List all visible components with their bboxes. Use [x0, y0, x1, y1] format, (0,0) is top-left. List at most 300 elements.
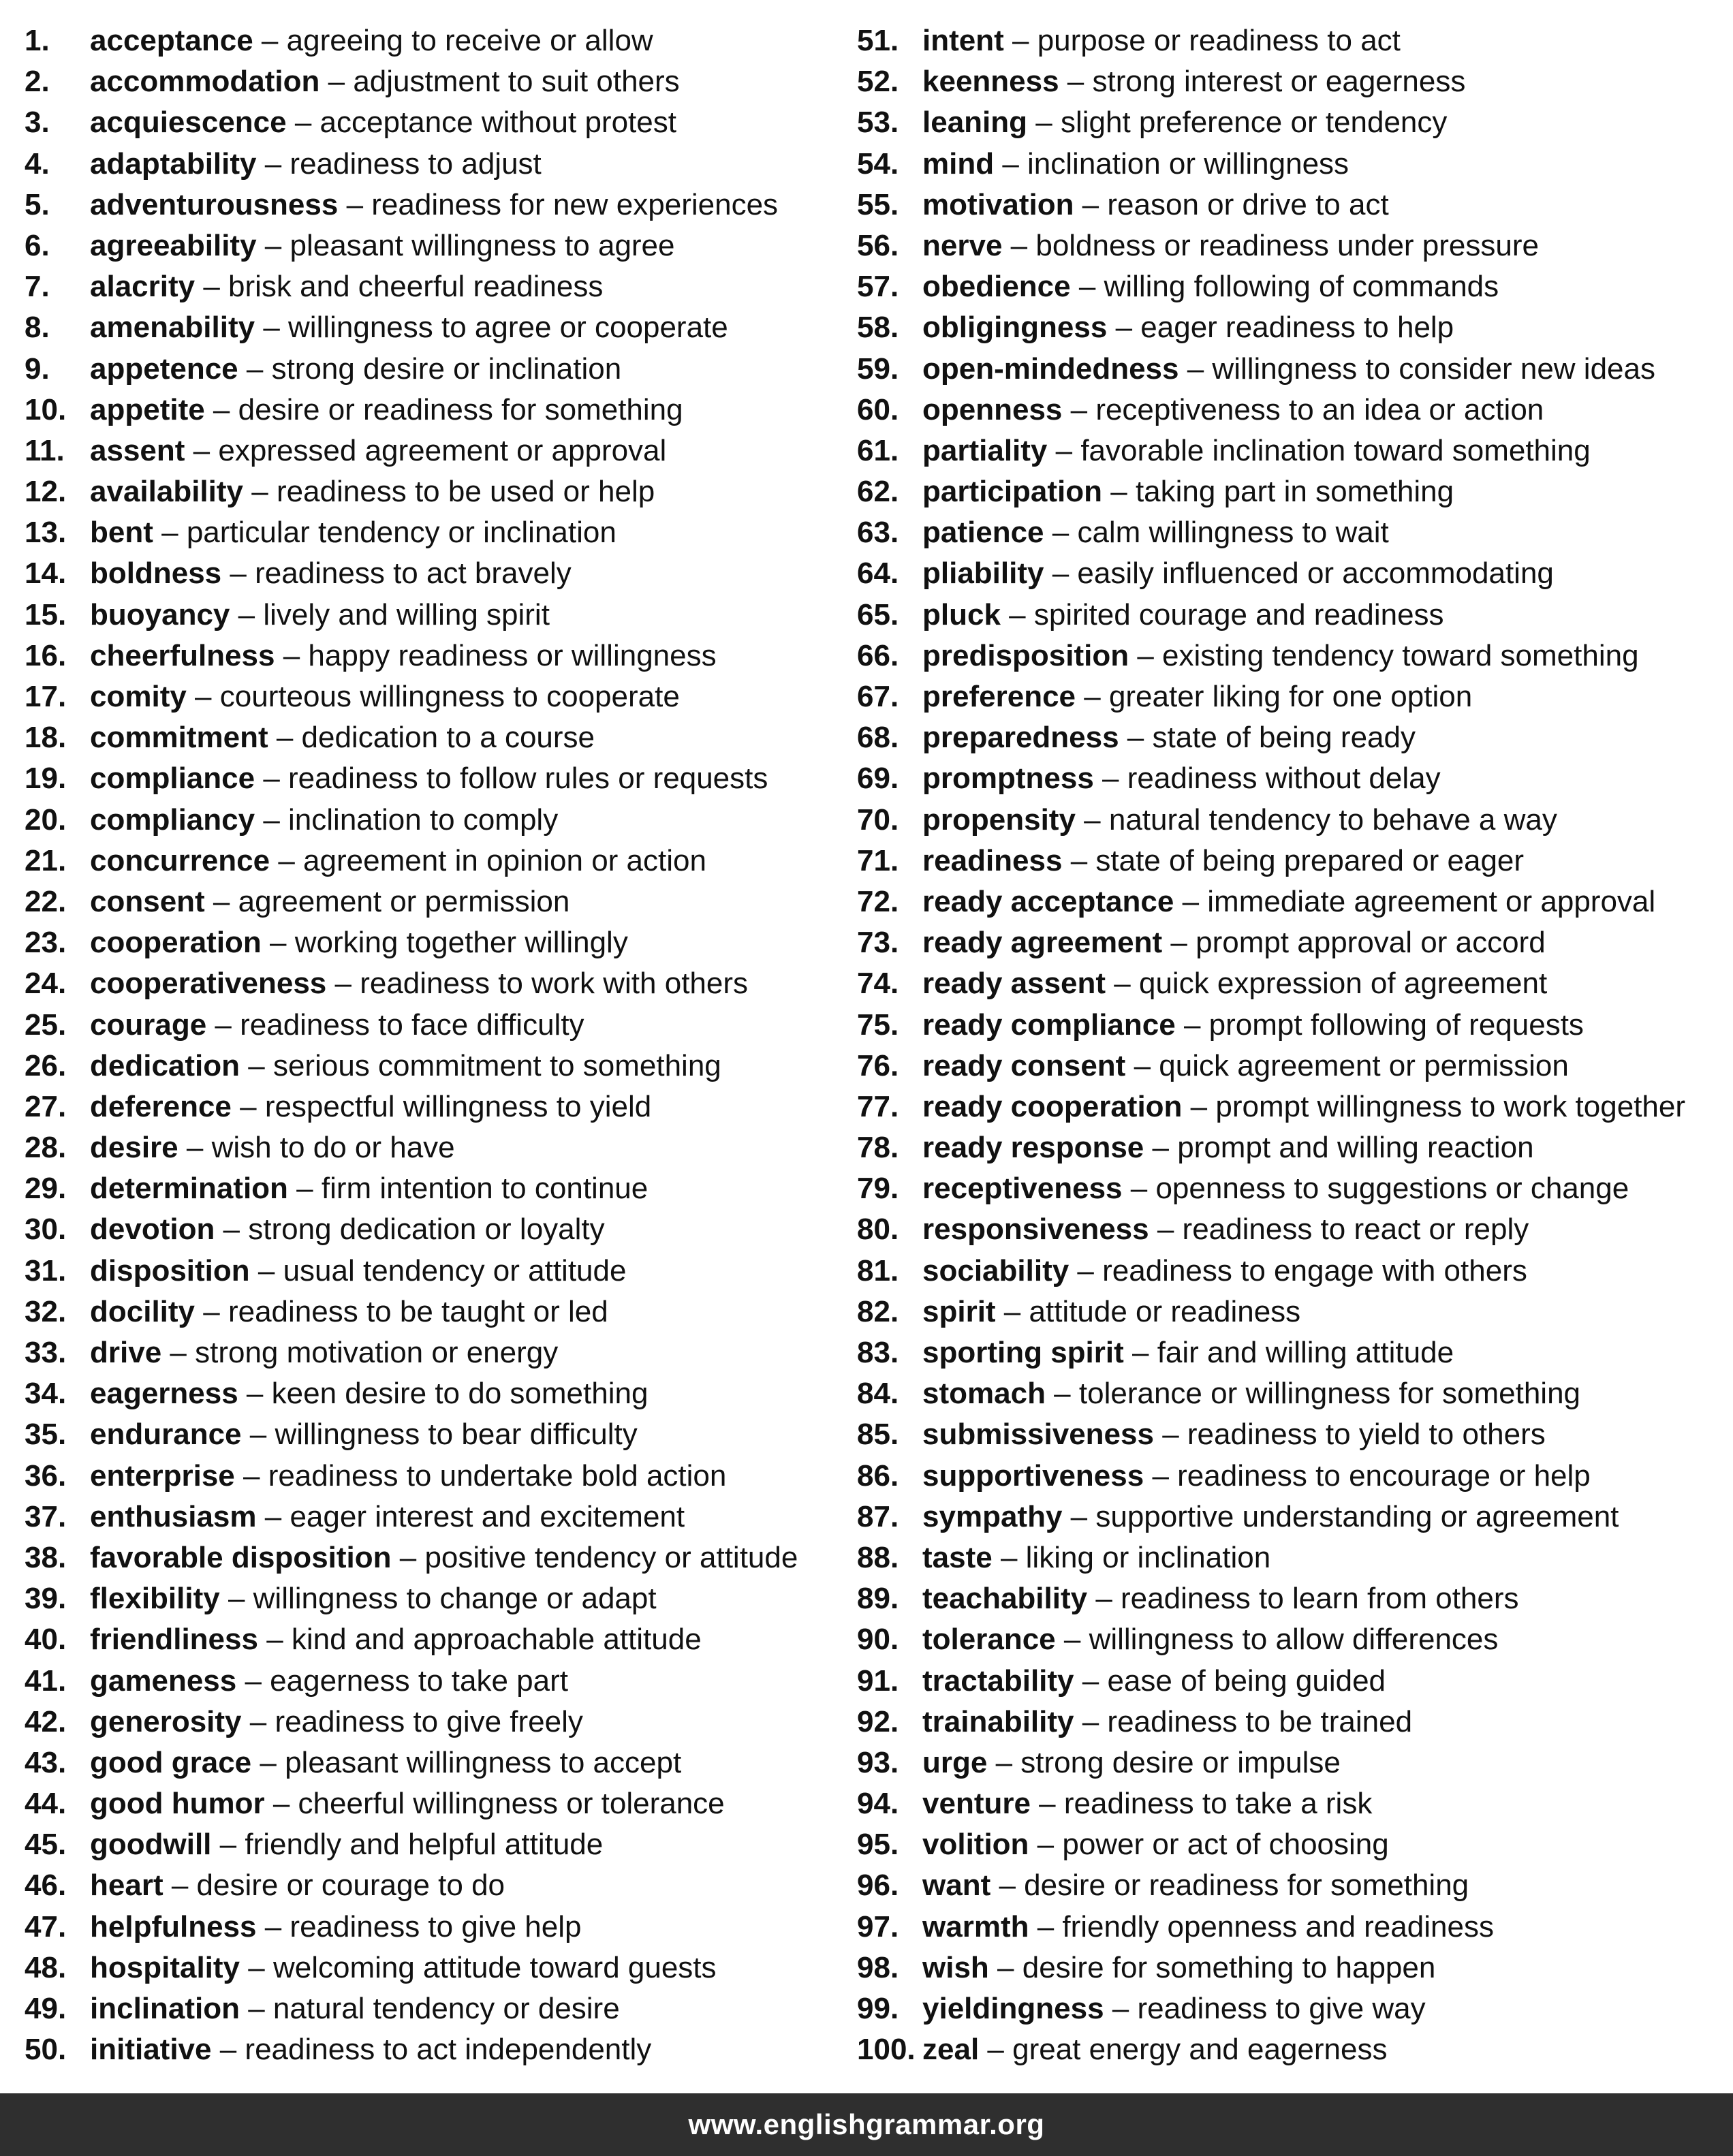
list-item	[857, 758, 1722, 799]
item-number: 1.	[25, 24, 50, 57]
item-term: boldness	[90, 557, 222, 591]
item-term: preparedness	[922, 721, 1119, 755]
list-item	[25, 1702, 856, 1743]
item-definition: purpose or readiness to act	[1037, 24, 1401, 57]
item-term: comity	[90, 680, 187, 713]
list-item	[857, 1292, 1722, 1332]
item-term: agreeability	[90, 228, 257, 262]
item-separator: –	[234, 1458, 268, 1493]
list-item	[857, 1948, 1722, 1988]
item-separator: –	[1062, 392, 1096, 426]
item-separator: –	[1093, 762, 1127, 796]
item-term: urge	[922, 1745, 988, 1779]
item-separator: –	[249, 1253, 283, 1287]
item-separator: –	[1047, 433, 1081, 467]
item-separator: –	[204, 884, 238, 918]
item-term: consent	[90, 884, 205, 918]
item-term: preference	[922, 680, 1076, 713]
item-definition: desire or readiness for something	[238, 392, 683, 426]
item-definition: wish to do or have	[211, 1131, 455, 1165]
item-definition: favorable inclination toward something	[1080, 433, 1591, 467]
item-term: keenness	[922, 65, 1059, 99]
item-term: inclination	[90, 1992, 240, 2025]
item-definition: desire or readiness for something	[1024, 1869, 1469, 1903]
item-definition: willingness to allow differences	[1089, 1623, 1499, 1657]
item-term: compliancy	[90, 802, 255, 837]
item-definition: brisk and cheerful readiness	[228, 270, 604, 304]
item-number: 58.	[857, 311, 899, 345]
item-separator: –	[1087, 1582, 1121, 1616]
word-list-column-right	[857, 20, 1722, 2070]
item-separator: –	[185, 433, 219, 467]
item-number: 95.	[857, 1828, 899, 1862]
list-item	[857, 266, 1722, 307]
list-item	[25, 1251, 856, 1292]
item-separator: –	[163, 1869, 197, 1903]
list-item	[25, 1578, 856, 1619]
item-separator: –	[253, 24, 287, 57]
item-number: 34.	[25, 1377, 67, 1411]
item-separator: –	[1002, 228, 1036, 262]
item-separator: –	[1069, 1253, 1103, 1287]
list-item	[857, 1046, 1722, 1087]
list-item	[25, 1332, 856, 1373]
item-number: 11.	[25, 433, 65, 467]
item-term: tolerance	[922, 1623, 1056, 1657]
item-term: yieldingness	[922, 1992, 1104, 2025]
item-separator: –	[238, 351, 272, 386]
item-number: 26.	[25, 1048, 67, 1082]
list-item	[25, 1988, 856, 2029]
item-term: responsiveness	[922, 1213, 1149, 1247]
item-number: 17.	[25, 680, 67, 713]
item-definition: readiness for new experiences	[371, 187, 779, 221]
item-term: friendliness	[90, 1623, 258, 1657]
list-item	[25, 1087, 856, 1127]
item-term: stomach	[922, 1377, 1046, 1411]
item-separator: –	[240, 1048, 273, 1082]
item-separator: –	[1029, 1909, 1063, 1943]
footer-bar	[0, 2093, 1733, 2156]
item-definition: natural tendency to behave a way	[1108, 802, 1557, 837]
item-term: motivation	[922, 187, 1074, 221]
item-number: 31.	[25, 1253, 67, 1287]
item-term: drive	[90, 1336, 162, 1369]
item-term: intent	[922, 24, 1004, 57]
item-separator: –	[987, 1745, 1021, 1779]
item-definition: respectful willingness to yield	[264, 1089, 652, 1123]
item-number: 55.	[857, 187, 899, 221]
item-term: nerve	[922, 228, 1003, 262]
list-item	[857, 800, 1722, 841]
item-number: 39.	[25, 1582, 67, 1616]
list-item	[25, 512, 856, 553]
item-term: good humor	[90, 1787, 265, 1821]
item-separator: –	[256, 146, 290, 181]
item-definition: usual tendency or attitude	[283, 1253, 627, 1287]
item-separator: –	[240, 1950, 273, 1984]
item-definition: taking part in something	[1135, 475, 1454, 509]
list-item	[25, 102, 856, 143]
item-term: alacrity	[90, 270, 196, 304]
item-term: warmth	[922, 1909, 1029, 1943]
item-definition: prompt and willing reaction	[1177, 1131, 1534, 1165]
item-definition: particular tendency or inclination	[186, 516, 616, 550]
item-number: 92.	[857, 1704, 899, 1738]
item-separator: –	[240, 1992, 273, 2025]
item-number: 60.	[857, 392, 899, 426]
item-number: 62.	[857, 475, 899, 509]
item-definition: agreeing to receive or allow	[286, 24, 653, 57]
item-number: 61.	[857, 433, 899, 467]
item-number: 33.	[25, 1336, 67, 1369]
item-term: determination	[90, 1172, 288, 1206]
item-separator: –	[256, 1499, 290, 1533]
item-separator: –	[1044, 557, 1078, 591]
item-definition: working together willingly	[294, 926, 628, 960]
list-item	[857, 1127, 1722, 1168]
item-definition: natural tendency or desire	[272, 1992, 620, 2025]
list-item	[25, 636, 856, 676]
list-item	[25, 1497, 856, 1537]
item-separator: –	[256, 1909, 290, 1943]
item-number: 86.	[857, 1458, 899, 1493]
item-separator: –	[236, 1663, 270, 1698]
item-definition: readiness to adjust	[290, 146, 542, 181]
item-term: sympathy	[922, 1499, 1063, 1533]
item-definition: eager interest and excitement	[290, 1499, 685, 1533]
item-number: 5.	[25, 187, 50, 221]
item-number: 90.	[857, 1623, 899, 1657]
item-number: 43.	[25, 1745, 67, 1779]
item-definition: ease of being guided	[1107, 1663, 1386, 1698]
item-definition: quick agreement or permission	[1159, 1048, 1569, 1082]
item-definition: greater liking for one option	[1108, 680, 1473, 713]
item-separator: –	[261, 926, 295, 960]
item-separator: –	[1044, 516, 1078, 550]
item-term: compliance	[90, 762, 255, 796]
list-item	[25, 1907, 856, 1948]
list-item	[857, 1168, 1722, 1209]
list-item	[25, 1373, 856, 1414]
item-number: 66.	[857, 638, 899, 672]
item-definition: desire for something to happen	[1022, 1950, 1436, 1984]
item-term: docility	[90, 1294, 196, 1328]
item-separator: –	[264, 1787, 298, 1821]
item-definition: strong dedication or loyalty	[248, 1213, 605, 1247]
item-definition: willingness to change or adapt	[253, 1582, 657, 1616]
item-number: 41.	[25, 1663, 67, 1698]
item-term: receptiveness	[922, 1172, 1123, 1206]
item-definition: immediate agreement or approval	[1207, 884, 1656, 918]
list-item	[857, 1456, 1722, 1497]
item-definition: inclination or willingness	[1027, 146, 1349, 181]
item-term: open-mindedness	[922, 351, 1179, 386]
item-definition: friendly openness and readiness	[1062, 1909, 1494, 1943]
item-separator: –	[326, 967, 360, 1001]
item-separator: –	[391, 1540, 425, 1574]
item-definition: expressed agreement or approval	[218, 433, 667, 467]
item-separator: –	[995, 1294, 1029, 1328]
item-definition: fair and willing attitude	[1157, 1336, 1454, 1369]
item-number: 23.	[25, 926, 67, 960]
item-separator: –	[1102, 475, 1136, 509]
item-separator: –	[195, 270, 229, 304]
item-definition: readiness to engage with others	[1102, 1253, 1527, 1287]
item-separator: –	[319, 65, 354, 99]
item-term: dedication	[90, 1048, 240, 1082]
item-definition: readiness to take a risk	[1063, 1787, 1373, 1821]
item-number: 37.	[25, 1499, 67, 1533]
list-item	[857, 881, 1722, 922]
item-separator: –	[286, 106, 320, 140]
item-number: 3.	[25, 106, 50, 140]
item-separator: –	[270, 843, 304, 877]
item-number: 96.	[857, 1869, 899, 1903]
item-separator: –	[1074, 1663, 1108, 1698]
list-item	[857, 1005, 1722, 1046]
item-separator: –	[255, 802, 289, 837]
item-term: predisposition	[922, 638, 1129, 672]
item-term: mind	[922, 146, 995, 181]
item-term: cheerfulness	[90, 638, 275, 672]
list-item	[857, 2029, 1722, 2070]
item-term: eagerness	[90, 1377, 238, 1411]
item-number: 69.	[857, 762, 899, 796]
list-item	[25, 61, 856, 102]
item-number: 94.	[857, 1787, 899, 1821]
item-definition: eager readiness to help	[1140, 311, 1454, 345]
item-number: 59.	[857, 351, 899, 386]
list-item	[857, 1087, 1722, 1127]
item-number: 54.	[857, 146, 899, 181]
item-number: 24.	[25, 967, 67, 1001]
item-term: hospitality	[90, 1950, 240, 1984]
item-definition: inclination to comply	[288, 802, 559, 837]
item-term: spirit	[922, 1294, 996, 1328]
item-separator: –	[186, 680, 220, 713]
item-separator: –	[1182, 1089, 1216, 1123]
item-term: readiness	[922, 843, 1063, 877]
list-item	[857, 1578, 1722, 1619]
list-item	[857, 144, 1722, 185]
list-item	[25, 1743, 856, 1783]
item-number: 28.	[25, 1131, 67, 1165]
item-separator: –	[1074, 187, 1108, 221]
list-item	[25, 225, 856, 266]
item-term: bent	[90, 516, 153, 550]
item-definition: quick expression of agreement	[1138, 967, 1548, 1001]
list-item	[857, 225, 1722, 266]
item-term: openness	[922, 392, 1063, 426]
list-item	[857, 1824, 1722, 1865]
item-number: 25.	[25, 1007, 67, 1042]
item-definition: supportive understanding or agreement	[1095, 1499, 1619, 1533]
item-term: courage	[90, 1007, 207, 1042]
item-number: 27.	[25, 1089, 67, 1123]
item-term: ready cooperation	[922, 1089, 1183, 1123]
list-item	[25, 553, 856, 594]
item-definition: agreement or permission	[238, 884, 570, 918]
item-term: partiality	[922, 433, 1048, 467]
item-number: 35.	[25, 1418, 67, 1452]
item-definition: readiness to act independently	[245, 2033, 652, 2067]
item-number: 71.	[857, 843, 899, 877]
item-term: trainability	[922, 1704, 1074, 1738]
item-separator: –	[988, 1950, 1022, 1984]
item-number: 20.	[25, 802, 67, 837]
item-term: volition	[922, 1828, 1029, 1862]
item-number: 89.	[857, 1582, 899, 1616]
list-item	[25, 471, 856, 512]
item-number: 44.	[25, 1787, 67, 1821]
item-definition: tolerance or willingness for something	[1078, 1377, 1581, 1411]
item-number: 48.	[25, 1950, 67, 1984]
item-number: 56.	[857, 228, 899, 262]
item-number: 7.	[25, 270, 50, 304]
item-definition: agreement in opinion or action	[303, 843, 706, 877]
item-number: 12.	[25, 475, 67, 509]
item-number: 30.	[25, 1213, 67, 1247]
list-item	[25, 1209, 856, 1250]
item-definition: strong motivation or energy	[195, 1336, 559, 1369]
item-number: 57.	[857, 270, 899, 304]
item-definition: welcoming attitude toward guests	[272, 1950, 717, 1984]
item-separator: –	[251, 1745, 285, 1779]
list-item	[857, 512, 1722, 553]
item-separator: –	[1045, 1377, 1079, 1411]
item-term: acquiescence	[90, 106, 287, 140]
item-number: 67.	[857, 680, 899, 713]
item-separator: –	[238, 1377, 272, 1411]
item-definition: readiness to be taught or led	[228, 1294, 608, 1328]
item-separator: –	[287, 1172, 322, 1206]
item-term: ready consent	[922, 1048, 1126, 1082]
item-definition: desire or courage to do	[196, 1869, 505, 1903]
item-number: 22.	[25, 884, 67, 918]
item-separator: –	[1074, 1704, 1108, 1738]
item-number: 93.	[857, 1745, 899, 1779]
item-term: adventurousness	[90, 187, 339, 221]
item-term: pliability	[922, 557, 1044, 591]
item-separator: –	[1119, 721, 1153, 755]
list-item	[857, 20, 1722, 61]
list-item	[857, 922, 1722, 963]
item-separator: –	[992, 1540, 1026, 1574]
list-item	[25, 758, 856, 799]
item-separator: –	[268, 721, 302, 755]
item-definition: willing following of commands	[1104, 270, 1499, 304]
item-definition: liking or inclination	[1025, 1540, 1271, 1574]
item-number: 79.	[857, 1172, 899, 1206]
list-item	[857, 1907, 1722, 1948]
item-separator: –	[243, 475, 277, 509]
item-definition: willingness to agree or cooperate	[288, 311, 728, 345]
item-definition: readiness to give freely	[275, 1704, 583, 1738]
item-term: assent	[90, 433, 185, 467]
item-definition: readiness to act bravely	[255, 557, 572, 591]
item-separator: –	[1003, 24, 1037, 57]
item-definition: happy readiness or willingness	[308, 638, 717, 672]
list-item	[857, 841, 1722, 881]
item-term: ready compliance	[922, 1007, 1176, 1042]
item-separator: –	[1075, 802, 1109, 837]
item-separator: –	[241, 1704, 275, 1738]
item-term: obligingness	[922, 311, 1108, 345]
item-separator: –	[219, 1582, 253, 1616]
item-definition: cheerful willingness or tolerance	[298, 1787, 725, 1821]
list-item	[25, 1824, 856, 1865]
item-definition: friendly and helpful attitude	[245, 1828, 604, 1862]
list-item	[857, 676, 1722, 717]
item-number: 52.	[857, 65, 899, 99]
item-definition: power or act of choosing	[1062, 1828, 1389, 1862]
item-definition: readiness to give way	[1137, 1992, 1426, 2025]
item-separator: –	[979, 2033, 1013, 2067]
item-definition: pleasant willingness to agree	[290, 228, 675, 262]
item-separator: –	[215, 1213, 249, 1247]
item-separator: –	[153, 516, 187, 550]
item-definition: strong desire or inclination	[271, 351, 622, 386]
item-number: 84.	[857, 1377, 899, 1411]
item-definition: readiness to be used or help	[276, 475, 655, 509]
item-separator: –	[255, 311, 289, 345]
item-separator: –	[178, 1131, 212, 1165]
item-number: 77.	[857, 1089, 899, 1123]
item-separator: –	[1175, 1007, 1209, 1042]
item-separator: –	[1070, 270, 1104, 304]
item-number: 49.	[25, 1992, 67, 2025]
item-definition: readiness to undertake bold action	[268, 1458, 727, 1493]
item-number: 6.	[25, 228, 50, 262]
item-number: 29.	[25, 1172, 67, 1206]
item-definition: prompt approval or accord	[1196, 926, 1546, 960]
item-term: ready response	[922, 1131, 1144, 1165]
item-separator: –	[1144, 1458, 1178, 1493]
item-number: 9.	[25, 351, 50, 386]
item-number: 8.	[25, 311, 50, 345]
item-definition: readiness to give help	[290, 1909, 582, 1943]
list-item	[857, 1373, 1722, 1414]
item-separator: –	[1129, 638, 1163, 672]
list-item	[857, 185, 1722, 225]
list-item	[857, 1537, 1722, 1578]
item-definition: reason or drive to act	[1107, 187, 1389, 221]
item-number: 32.	[25, 1294, 67, 1328]
list-item	[25, 431, 856, 471]
item-term: acceptance	[90, 24, 253, 57]
list-item	[25, 1456, 856, 1497]
item-definition: readiness without delay	[1127, 762, 1441, 796]
item-term: appetence	[90, 351, 238, 386]
list-item	[25, 1005, 856, 1046]
item-term: adaptability	[90, 146, 257, 181]
item-number: 36.	[25, 1458, 67, 1493]
list-item	[25, 1292, 856, 1332]
list-item	[25, 595, 856, 636]
item-term: initiative	[90, 2033, 212, 2067]
item-definition: slight preference or tendency	[1060, 106, 1448, 140]
list-item	[25, 20, 856, 61]
item-definition: readiness to work with others	[360, 967, 749, 1001]
list-item	[25, 1414, 856, 1455]
item-term: tractability	[922, 1663, 1074, 1698]
item-number: 13.	[25, 516, 67, 550]
footer-website-url: www.englishgrammar.org	[688, 2108, 1045, 2140]
item-separator: –	[338, 187, 372, 221]
item-term: enterprise	[90, 1458, 235, 1493]
item-definition: courteous willingness to cooperate	[219, 680, 680, 713]
